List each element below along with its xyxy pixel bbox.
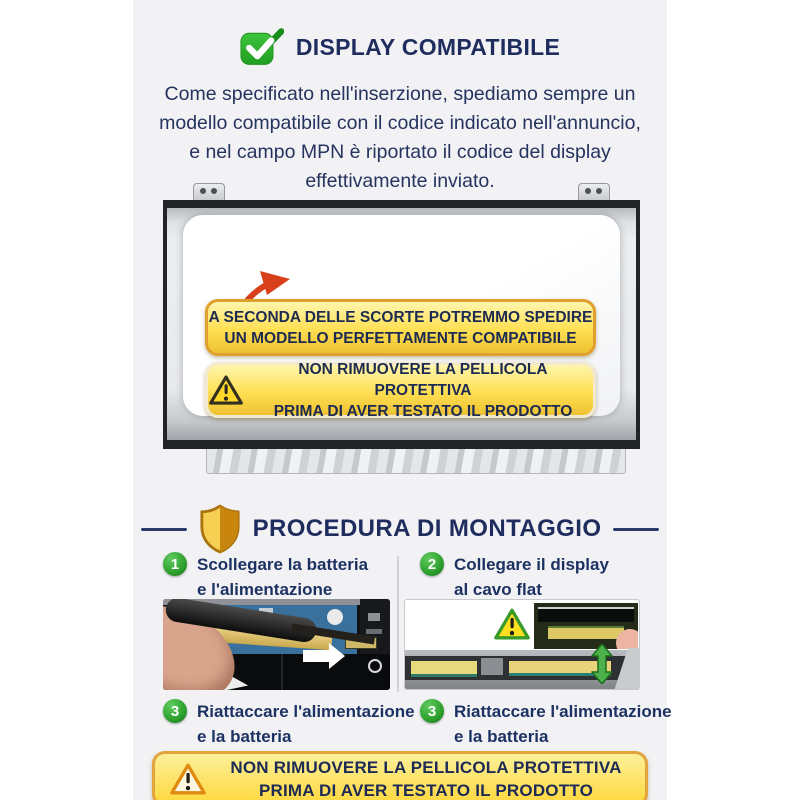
chassis-part: [366, 629, 382, 634]
hinge-hole: [200, 188, 206, 194]
procedure-title: PROCEDURA DI MONTAGGIO: [252, 515, 602, 542]
battery-seam: [281, 654, 283, 690]
step-1-badge: 1: [163, 552, 187, 576]
warning-triangle-icon: [208, 374, 244, 407]
stock-notice-line1: A SECONDA DELLE SCORTE POTREMMO SPEDIRE: [208, 308, 593, 326]
step-2: [420, 552, 609, 602]
step-1: [163, 552, 368, 602]
white-arrow-head: [329, 643, 345, 669]
film-warning-label: [205, 362, 596, 418]
fingertip: [616, 629, 638, 649]
photo-step1-battery: [163, 599, 390, 690]
film-warning-line2: PRIMA DI AVER TESTATO IL PRODOTTO: [273, 402, 573, 420]
screw-ring: [368, 659, 382, 673]
chassis-part: [368, 613, 380, 621]
intro-paragraph: [123, 80, 677, 196]
step-3-badge: 3: [420, 699, 444, 723]
intro-line: modello compatibile con il codice indicato nell'annuncio,: [159, 112, 641, 134]
film-warning-text: [253, 359, 593, 422]
pcb-disc: [327, 609, 343, 625]
shield-icon: [199, 504, 241, 554]
film-warning-line1: NON RIMUOVERE LA PELLICOLA PROTETTIVA: [298, 360, 548, 399]
hinge-hole: [596, 188, 602, 194]
photo-step2-flat-cable: [404, 599, 640, 690]
step-1-text: Scollegare la batteria e l'alimentazione: [197, 555, 369, 599]
warning-triangle-icon: [169, 762, 207, 797]
connector-clip: [481, 658, 503, 675]
intro-line: e nel campo MPN è riportato il codice del display: [189, 141, 611, 163]
step-3-right: [420, 699, 672, 749]
connector-inset-photo: [534, 603, 638, 649]
header: [133, 28, 667, 66]
intro-line: Come specificato nell'inserzione, spediamo sempre un: [164, 83, 636, 105]
page-title: DISPLAY COMPATIBILE: [295, 33, 561, 60]
footer-warning-text: NON RIMUOVERE LA PELLICOLA PROTETTIVA PRIMA DI AVER TESTATO IL PRODOTTO: [230, 758, 622, 800]
procedure-heading: [133, 504, 667, 554]
step-3-badge: 3: [163, 699, 187, 723]
connector-bar: [538, 607, 634, 622]
stock-notice-line2: UN MODELLO PERFETTAMENTE COMPATIBILE: [224, 329, 577, 347]
step-2-badge: 2: [420, 552, 444, 576]
step-2-text: Collegare il display al cavo flat: [454, 555, 609, 599]
heading-rule-right: [613, 528, 659, 531]
column-divider: [397, 556, 399, 692]
flex-connector-left: [411, 661, 477, 677]
step-3-right-text: Riattaccare l'alimentazione e la batteria: [454, 702, 672, 746]
green-double-arrow-icon: [591, 644, 613, 684]
heading-rule-left: [141, 528, 187, 531]
footer-warning-banner: [152, 751, 648, 800]
step-3-left: [163, 699, 415, 749]
step-3-left-text: Riattaccare l'alimentazione e la batteria: [197, 702, 415, 746]
hinge-hole: [211, 188, 217, 194]
intro-line: effettivamente inviato.: [305, 170, 495, 192]
check-icon: [240, 28, 284, 66]
white-arrow-icon: [303, 650, 329, 662]
hinge-hole: [585, 188, 591, 194]
stock-notice-label: [205, 299, 596, 356]
flex-ribbon: [548, 626, 624, 639]
warning-triangle-icon: [493, 607, 531, 642]
foil-strip: [206, 449, 626, 474]
